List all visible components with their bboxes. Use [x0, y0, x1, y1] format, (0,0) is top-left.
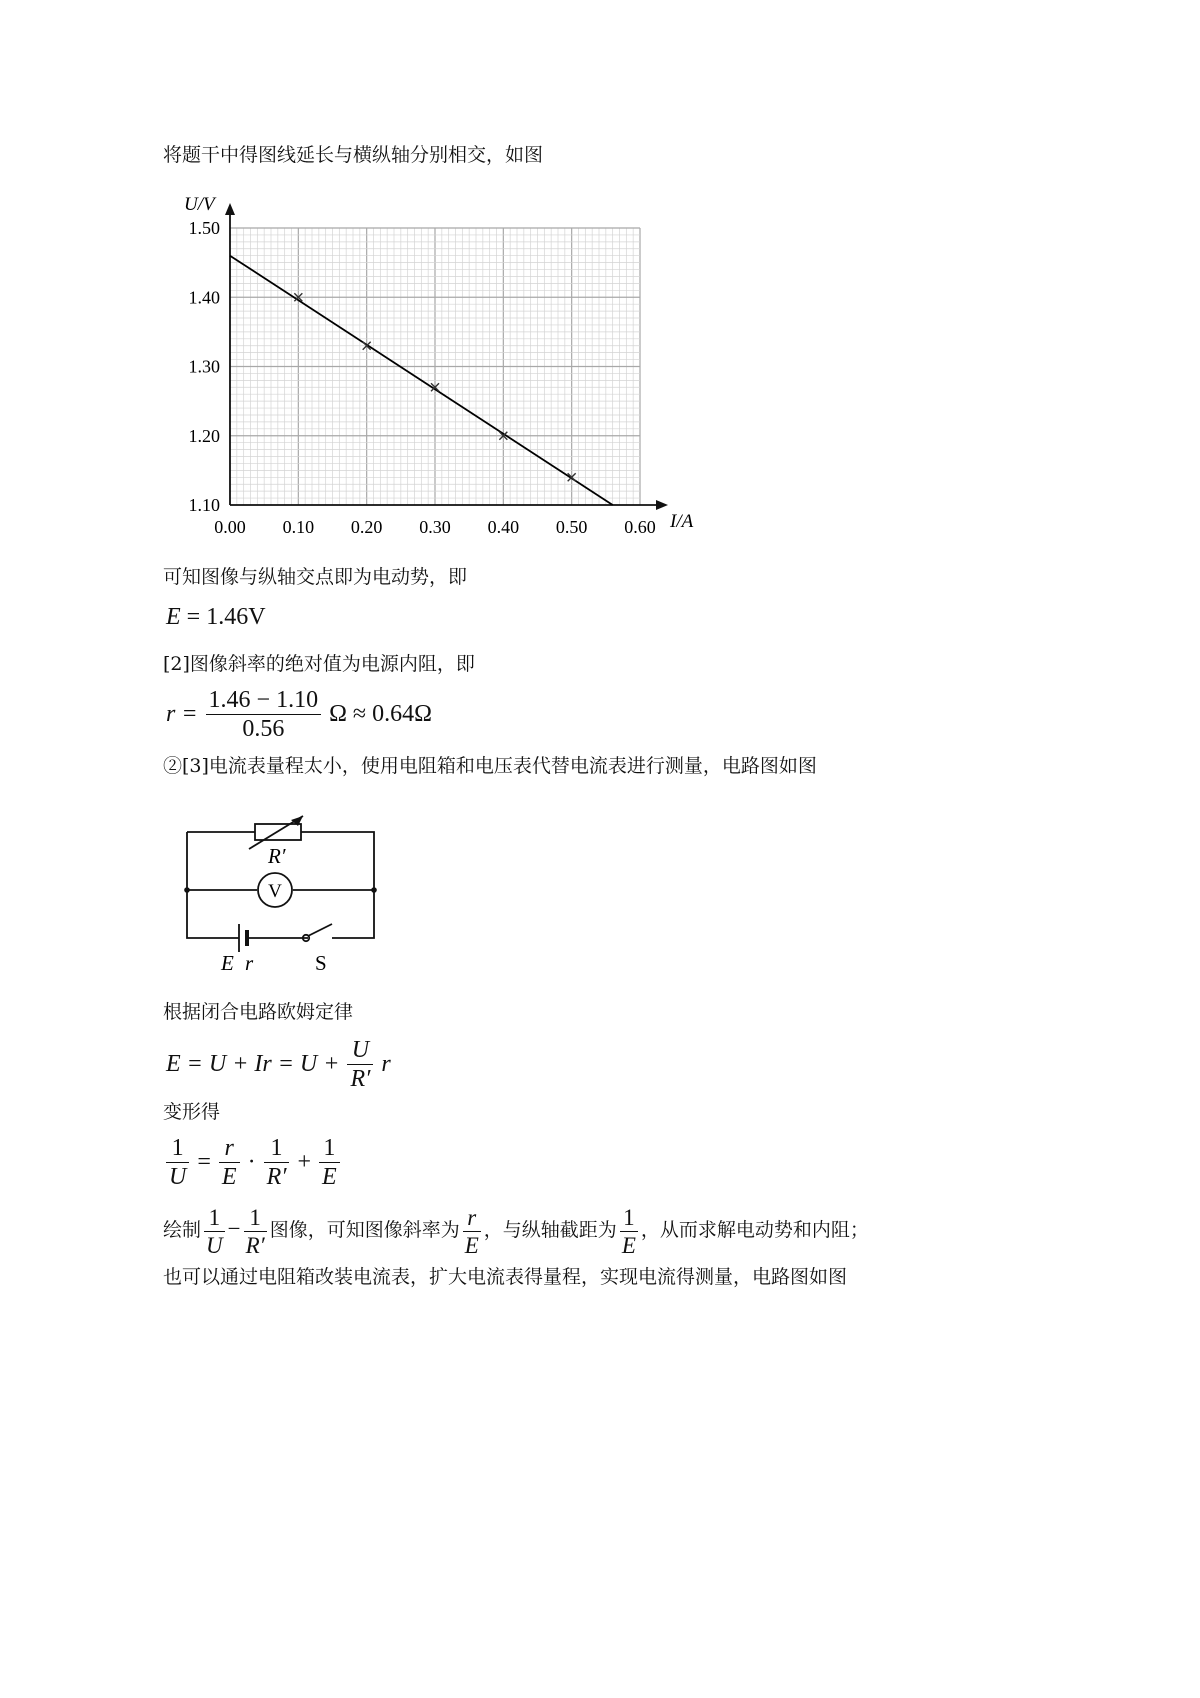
recip-num-4: 1	[319, 1134, 340, 1163]
x-tick-label: 0.10	[282, 517, 315, 537]
inline-frac-slope	[463, 1204, 481, 1259]
emf-label: E	[221, 951, 234, 975]
ammeter-modification-text: 也可以通过电阻箱改装电流表，扩大电流表得量程，实现电流得测量，电路图如图	[163, 1266, 848, 1288]
ohm-numerator: U	[347, 1036, 373, 1065]
recip-den-3: R′	[266, 1164, 287, 1190]
recip-frac-2	[219, 1134, 240, 1191]
switch-label: S	[315, 951, 327, 975]
rearrange-text: 变形得	[163, 1101, 221, 1123]
junction-right	[371, 887, 377, 893]
r-denominator: 0.56	[242, 716, 285, 742]
recip-frac-4	[319, 1134, 340, 1191]
x-axis-arrow	[656, 500, 668, 510]
ohm-fraction	[347, 1036, 373, 1093]
recip-equals: =	[197, 1149, 211, 1175]
x-tick-label: 0.20	[350, 517, 383, 537]
circuit-diagram	[175, 805, 390, 975]
inline-num-i: 1	[620, 1204, 638, 1232]
recip-dot: ·	[247, 1149, 256, 1175]
plot-method-part-d: ，从而求解电动势和内阻；	[640, 1219, 869, 1241]
inline-frac-intercept	[620, 1204, 638, 1259]
y-tick-label: 1.30	[188, 356, 220, 377]
inline-num-s: r	[463, 1204, 481, 1232]
plot-method-part-b: 图像，可知图像斜率为	[269, 1219, 460, 1241]
y-tick-label: 1.20	[188, 425, 220, 446]
recip-num-3: 1	[264, 1134, 290, 1163]
y-tick-label: 1.10	[188, 495, 220, 515]
recip-den-2: E	[221, 1164, 237, 1190]
ohm-denominator: R′	[350, 1066, 371, 1092]
chart-x-label: I/A	[670, 511, 694, 532]
switch-lever	[308, 924, 332, 936]
ohm-tail: r	[381, 1051, 391, 1077]
inline-den-b: R′	[245, 1232, 265, 1258]
plot-method-part-c: ，与纵轴截距为	[483, 1219, 617, 1241]
x-tick-label: 0.30	[419, 517, 451, 537]
inline-den-s: E	[464, 1232, 479, 1258]
emf-value: = 1.46V	[186, 604, 266, 630]
chart-y-label: U/V	[184, 194, 215, 215]
recip-plus: +	[297, 1149, 312, 1175]
r-lhs: r =	[166, 701, 198, 727]
chart-grid	[230, 228, 640, 505]
internal-resistance-label: r	[245, 951, 254, 975]
emf-symbol: E	[166, 604, 181, 630]
recip-den-1: U	[169, 1164, 187, 1190]
x-tick-label: 0.00	[214, 517, 246, 537]
intro-text: 将题干中得图线延长与横纵轴分别相交，如图	[163, 144, 544, 166]
ohm-lhs: E = U + Ir = U +	[166, 1051, 340, 1077]
inline-num-b: 1	[244, 1204, 267, 1232]
recip-num-1: 1	[166, 1134, 189, 1163]
x-tick-label: 0.40	[487, 517, 520, 537]
voltmeter-label: V	[268, 881, 282, 902]
circuit-explanation: ②[3]电流表量程太小，使用电阻箱和电压表代替电流表进行测量，电路图如图	[163, 755, 817, 777]
inline-num-a: 1	[204, 1204, 225, 1232]
resistance-equation	[166, 686, 432, 743]
inline-frac-1u	[204, 1204, 225, 1259]
recip-frac-3	[264, 1134, 290, 1191]
y-axis-arrow	[225, 203, 235, 215]
junction-left	[184, 887, 190, 893]
x-tick-label: 0.60	[624, 517, 656, 537]
y-tick-label: 1.40	[188, 287, 220, 308]
ohm-law-equation	[166, 1036, 391, 1093]
recip-den-4: E	[322, 1164, 337, 1190]
emf-explanation: 可知图像与纵轴交点即为电动势，即	[163, 566, 468, 588]
slope-explanation: [2]图像斜率的绝对值为电源内阻，即	[163, 653, 475, 675]
r-result: Ω ≈ 0.64Ω	[329, 701, 432, 727]
recip-num-2: r	[219, 1134, 240, 1163]
r-numerator: 1.46 − 1.10	[206, 686, 322, 715]
inline-minus: −	[227, 1216, 241, 1241]
x-tick-label: 0.50	[555, 517, 588, 537]
y-tick-label: 1.50	[188, 218, 220, 238]
ohm-law-text: 根据闭合电路欧姆定律	[163, 1001, 354, 1023]
emf-equation	[166, 604, 266, 631]
plot-method-part-a: 绘制	[163, 1219, 202, 1241]
r-fraction	[206, 686, 322, 743]
reciprocal-equation	[164, 1134, 342, 1191]
plot-method-text	[163, 1200, 869, 1259]
recip-frac-1	[166, 1134, 189, 1191]
u-i-chart	[150, 185, 710, 550]
rheostat-label: R′	[268, 844, 286, 868]
inline-den-i: E	[621, 1232, 636, 1258]
inline-frac-1r	[244, 1204, 267, 1259]
inline-den-a: U	[206, 1232, 223, 1258]
